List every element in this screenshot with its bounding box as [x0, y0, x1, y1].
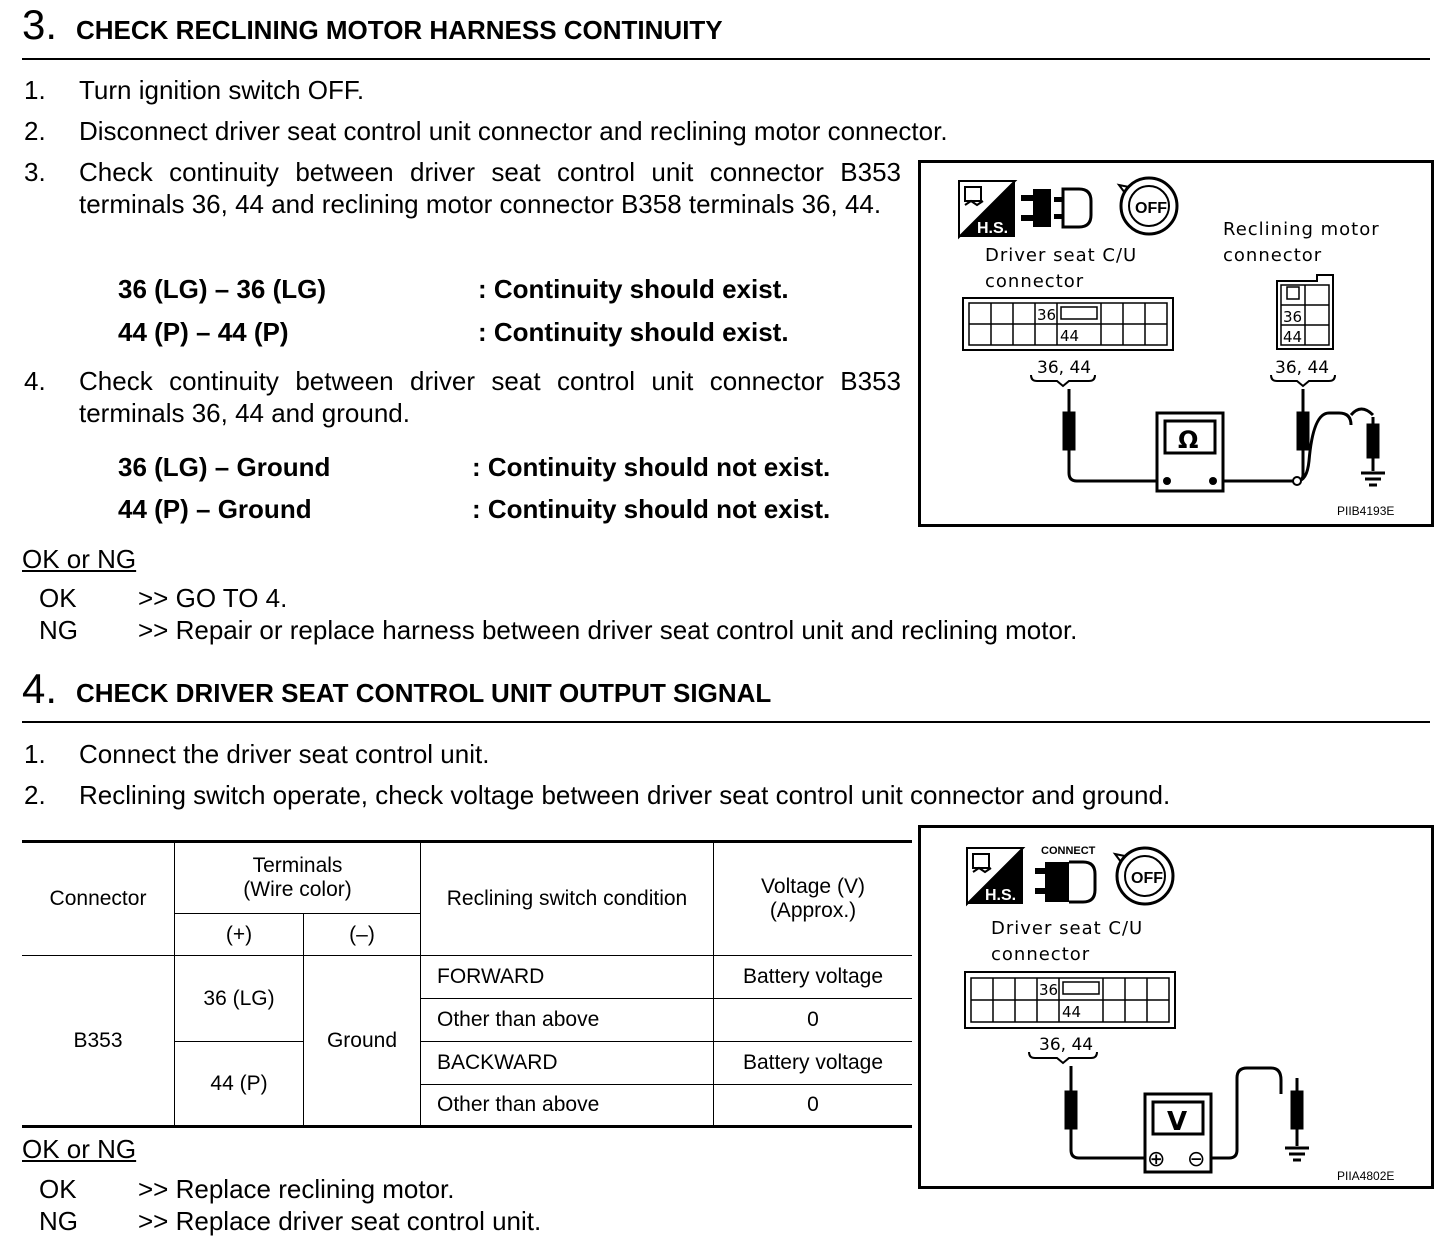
step-4-ng-text: >> Replace driver seat control unit.: [138, 1206, 542, 1236]
check-a1-terminal: 36 (LG) – 36 (LG): [118, 274, 327, 304]
cu-connector-label-2: connector: [985, 271, 1085, 292]
step-3-number: 3.: [22, 1, 58, 48]
motor-pin-44: 44: [1283, 328, 1303, 346]
check-b1-terminal: 36 (LG) – Ground: [118, 452, 331, 482]
harness-service-icon: [967, 848, 1023, 904]
step-3-title: CHECK RECLINING MOTOR HARNESS CONTINUITY: [76, 15, 723, 45]
cell-ground: Ground: [304, 956, 421, 1127]
svg-text:H.S.: H.S.: [985, 887, 1017, 904]
cell-condition: BACKWARD: [421, 1042, 714, 1085]
cell-voltage: Battery voltage: [714, 956, 913, 999]
cu-pins-label: 36, 44: [1037, 358, 1092, 378]
continuity-check-figure: [918, 160, 1434, 527]
svg-text:CONNECT: CONNECT: [1041, 845, 1096, 857]
check-b1-result: : Continuity should not exist.: [472, 452, 831, 482]
cu-connector-label-1: Driver seat C/U: [991, 918, 1144, 939]
step-4-okng-label: OK or NG: [22, 1134, 137, 1164]
step-3-rule: [22, 58, 1430, 60]
ohmmeter: [1157, 413, 1223, 491]
motor-pins-label: 36, 44: [1275, 358, 1330, 378]
harness-service-icon: [959, 181, 1015, 237]
ohm-symbol: Ω: [1178, 426, 1199, 454]
check-a1-result: : Continuity should exist.: [478, 274, 789, 304]
plus-terminal: ⊕: [1147, 1147, 1166, 1172]
step-4-ok-text: >> Replace reclining motor.: [138, 1174, 455, 1204]
step-3-item-2-number: 2.: [24, 116, 46, 146]
cell-condition: FORWARD: [421, 956, 714, 999]
step-3-item-1-text: Turn ignition switch OFF.: [79, 75, 365, 105]
cell-voltage: 0: [714, 999, 913, 1042]
minus-terminal: ⊖: [1187, 1147, 1206, 1172]
step-3-item-4-text: Check continuity between driver seat control unit connector B353 terminals 36, 44 and ground.: [79, 366, 901, 428]
header-terminals: Terminals (Wire color): [175, 842, 421, 914]
motor-pin-36: 36: [1283, 308, 1303, 326]
step-4-item-1-number: 1.: [24, 739, 46, 769]
step-4-number: 4.: [22, 665, 58, 712]
step-3-ok-label: OK: [39, 583, 77, 613]
step-4-item-2-number: 2.: [24, 780, 46, 810]
step-3-ng-text: >> Repair or replace harness between driver seat control unit and reclining motor.: [138, 615, 1078, 645]
check-b2-result: : Continuity should not exist.: [472, 494, 831, 524]
header-connector: Connector: [22, 842, 175, 956]
step-3-ok-text: >> GO TO 4.: [138, 583, 288, 613]
step-3-ng-label: NG: [39, 615, 78, 645]
motor-connector-label-2: connector: [1223, 245, 1323, 266]
motor-connector-label-1: Reclining motor: [1223, 219, 1380, 240]
check-a2-result: : Continuity should exist.: [478, 317, 789, 347]
voltage-check-diagram: [921, 828, 1431, 1186]
cu-pin-36: 36: [1037, 306, 1057, 324]
connect-connector-icon: [1035, 845, 1096, 902]
step-4-ng-label: NG: [39, 1206, 78, 1236]
cell-term-36: 36 (LG): [175, 956, 304, 1042]
cu-pins-label: 36, 44: [1039, 1035, 1094, 1055]
check-a2-terminal: 44 (P) – 44 (P): [118, 317, 289, 347]
header-minus: (–): [304, 914, 421, 956]
cell-condition: Other than above: [421, 999, 714, 1042]
step-4-rule: [22, 721, 1430, 723]
step-4-item-1-text: Connect the driver seat control unit.: [79, 739, 490, 769]
cu-connector-label-2: connector: [991, 944, 1091, 965]
step-3-item-4-number: 4.: [24, 366, 46, 396]
step-4-ok-label: OK: [39, 1174, 77, 1204]
step-3-item-3-text: Check continuity between driver seat control unit connector B353 terminals 36, 44 and reclining motor connector B358 terminals 36, 44.: [79, 157, 901, 219]
header-plus: (+): [175, 914, 304, 956]
step-4-item-2-text: Reclining switch operate, check voltage between driver seat control unit connector and ground.: [79, 780, 1171, 810]
figure-2-code: PIIA4802E: [1337, 1169, 1395, 1183]
cu-pin-36: 36: [1039, 981, 1059, 999]
voltage-table: [22, 840, 912, 1128]
step-3-item-2-text: Disconnect driver seat control unit connector and reclining motor connector.: [79, 116, 948, 146]
header-condition: Reclining switch condition: [421, 842, 714, 956]
cu-pin-44: 44: [1060, 327, 1080, 345]
ignition-off-icon: [1119, 178, 1177, 234]
disconnect-connector-icon: [1021, 189, 1091, 227]
step-3-item-3-number: 3.: [24, 157, 46, 187]
cell-term-44: 44 (P): [175, 1042, 304, 1127]
cu-connector-label-1: Driver seat C/U: [985, 245, 1138, 266]
svg-text:OFF: OFF: [1135, 200, 1167, 217]
cell-connector: B353: [22, 956, 175, 1127]
voltage-check-figure: [918, 825, 1434, 1189]
cell-condition: Other than above: [421, 1085, 714, 1127]
figure-1-code: PIIB4193E: [1337, 504, 1395, 518]
cell-voltage: Battery voltage: [714, 1042, 913, 1085]
step-3-item-1-number: 1.: [24, 75, 46, 105]
ignition-off-icon: [1115, 848, 1173, 904]
check-b2-terminal: 44 (P) – Ground: [118, 494, 312, 524]
volt-symbol: V: [1167, 1107, 1188, 1137]
step-3-okng-label: OK or NG: [22, 544, 137, 574]
voltmeter: [1145, 1094, 1211, 1172]
continuity-check-diagram: [921, 163, 1431, 524]
header-voltage: Voltage (V) (Approx.): [714, 842, 913, 956]
cell-voltage: 0: [807, 1093, 819, 1116]
svg-text:H.S.: H.S.: [977, 220, 1009, 237]
step-4-title: CHECK DRIVER SEAT CONTROL UNIT OUTPUT SIGNAL: [76, 678, 772, 708]
cu-pin-44: 44: [1062, 1003, 1082, 1021]
svg-text:OFF: OFF: [1131, 870, 1163, 887]
